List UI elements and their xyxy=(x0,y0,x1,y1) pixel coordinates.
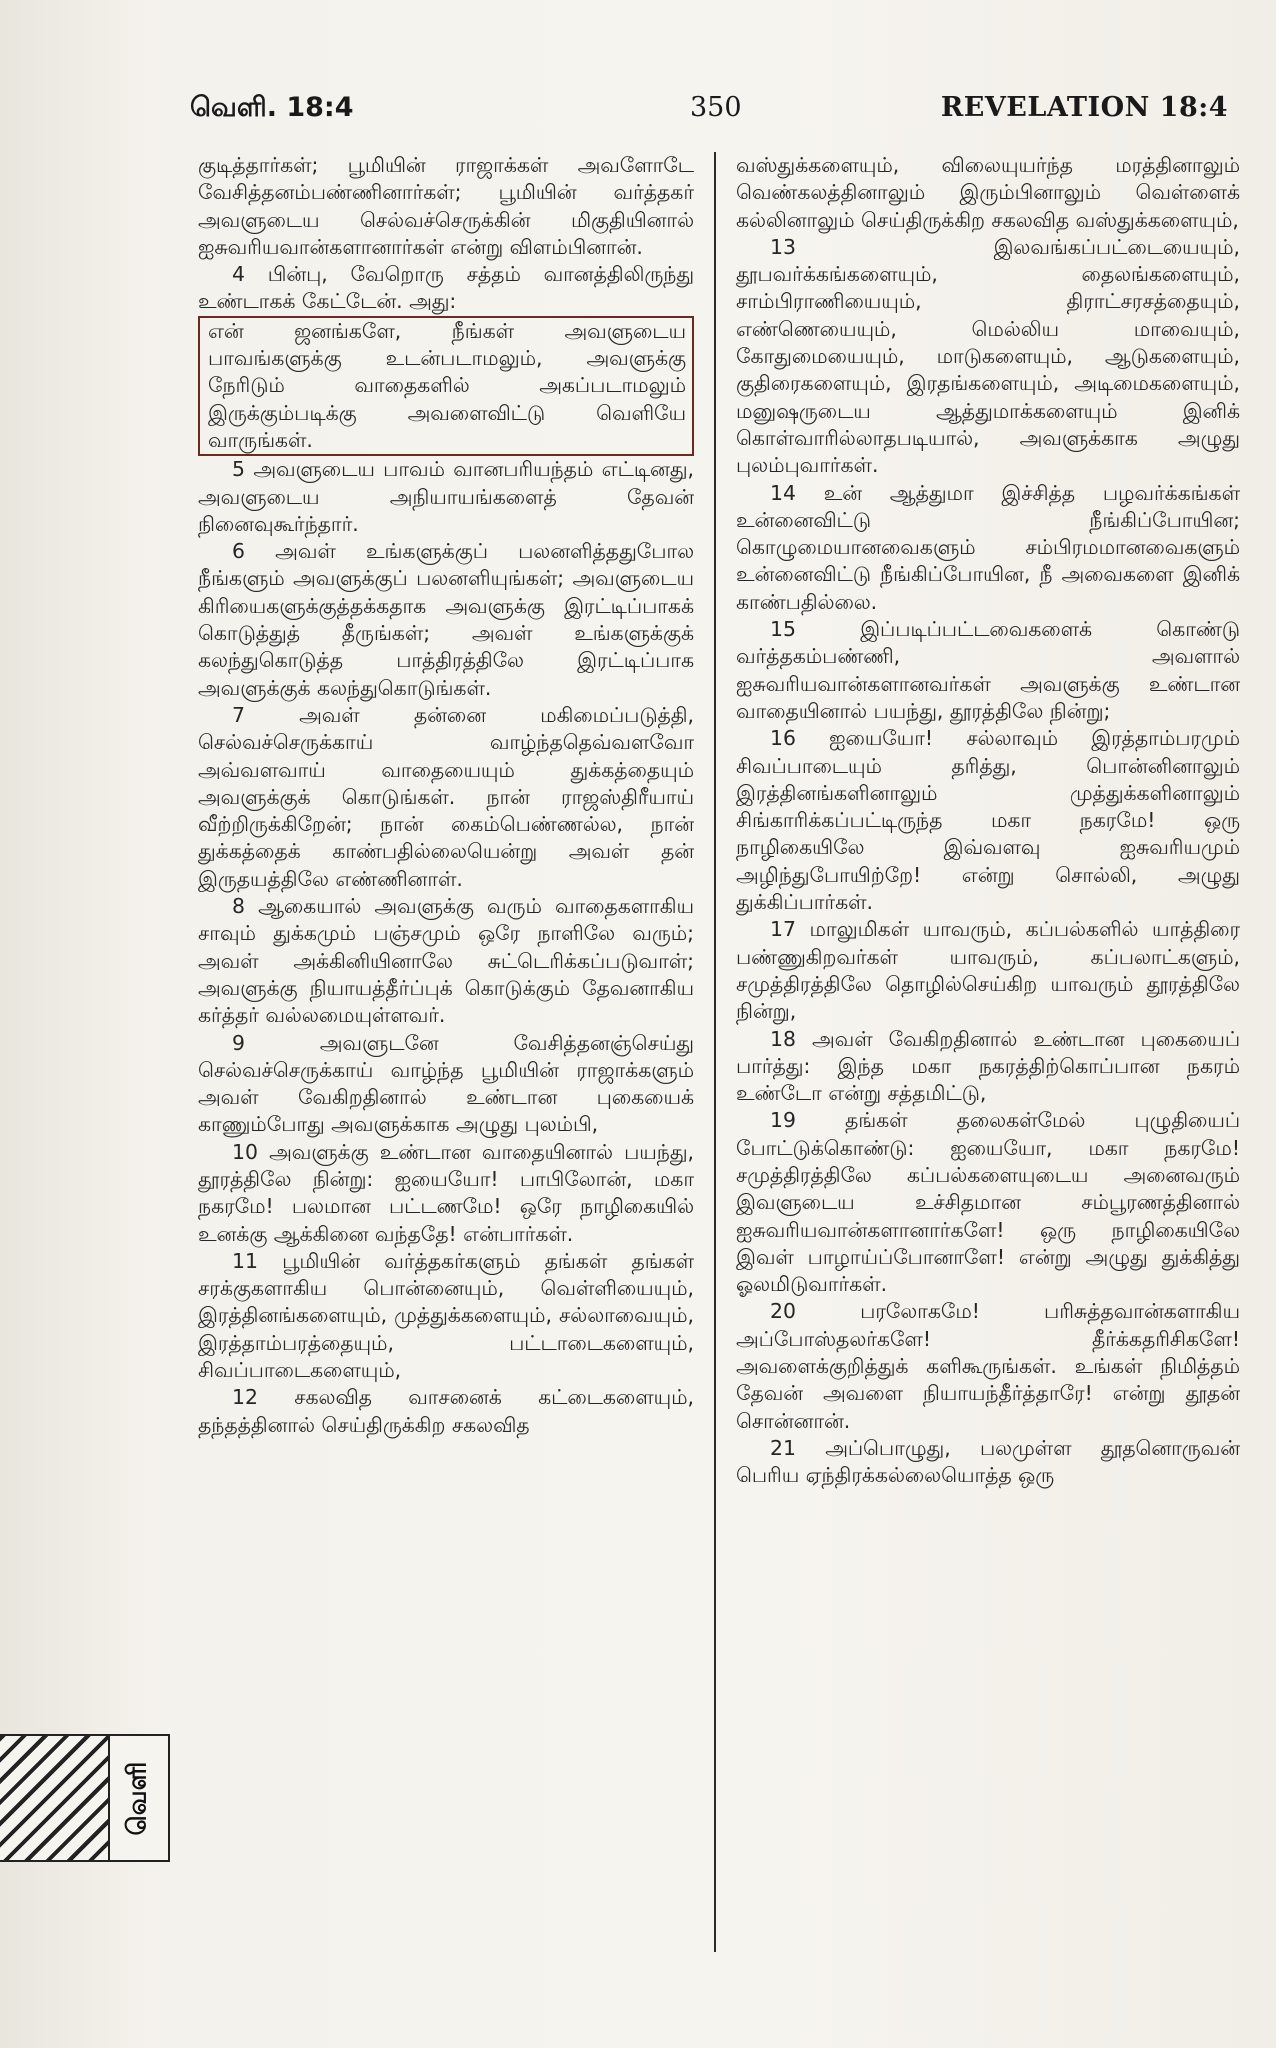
verse-18: 18 அவள் வேகிறதினால் உண்டான புகையைப் பார்த்து: இந்த மகா நகரத்திற்கொப்பான நகரம் உண்டோ என்று சத்தமிட்டு, xyxy=(736,1026,1240,1106)
verse-11: 11 பூமியின் வர்த்தகர்களும் தங்கள் தங்கள் சரக்குகளாகிய பொன்னையும், வெள்ளியையும், இரத்தினங்களையும், முத்துக்களையும், சல்லாவையும், இரத்தாம்பரத்தையும், பட்டாடைகளையும், சிவப்பாடைகளையும், xyxy=(198,1248,694,1383)
verse-14: 14 உன் ஆத்துமா இச்சித்த பழவர்க்கங்கள் உன்னைவிட்டு நீங்கிப்போயின; கொழுமையானவைகளும் சம்பிரமமானவைகளும் உன்னைவிட்டு நீங்கிப்போயின, நீ அவைகளை இனிக் காண்பதில்லை. xyxy=(736,480,1240,614)
thumb-tab-label: வெளி xyxy=(122,1761,153,1835)
verse-6: 6 அவள் உங்களுக்குப் பலனளித்ததுபோல நீங்களும் அவளுக்குப் பலனளியுங்கள்; அவளுடைய கிரியைகளுக்குத்தக்கதாக அவளுக்கு இரட்டிப்பாகக் கொடுத்துத் தீருங்கள்; அவள் உங்களுக்குக் கலந்துகொடுத்த பாத்திரத்திலே இரட்டிப்பாக அவளுக்குக் கலந்துகொடுங்கள். xyxy=(198,539,694,700)
verse-16: 16 ஐயையோ! சல்லாவும் இரத்தாம்பரமும் சிவப்பாடையும் தரித்து, பொன்னினாலும் இரத்தினங்களினாலும் முத்துக்களினாலும் சிங்காரிக்கப்பட்டிருந்த மகா நகரமே! ஒரு நாழிகையிலே இவ்வளவு ஐசுவரியமும் அழிந்துபோயிற்றே! என்று சொல்லி, அழுது துக்கிப்பார்கள். xyxy=(736,726,1240,915)
right-column xyxy=(736,152,1240,1490)
verse-17: 17 மாலுமிகள் யாவரும், கப்பல்களில் யாத்திரை பண்ணுகிறவர்கள் யாவரும், கப்பலாட்களும், சமுத்திரத்திலே தொழில்செய்கிற யாவரும் தூரத்திலே நின்று, xyxy=(736,917,1240,1024)
verse-15: 15 இப்படிப்பட்டவைகளைக் கொண்டு வர்த்தகம்பண்ணி, அவளால் ஐசுவரியவான்களானவர்கள் அவளுக்கு உண்டான வாதையினால் பயந்து, தூரத்திலே நின்று; xyxy=(736,617,1240,723)
verse-13: 13 இலவங்கப்பட்டையையும், தூபவர்க்கங்களையும், தைலங்களையும், சாம்பிராணியையும், திராட்சரசத்தையும், எண்ணெயையும், மெல்லிய மாவையும், கோதுமையையும், மாடுகளையும், ஆடுகளையும், குதிரைகளையும், இரதங்களையும், அடிமைகளையும், மனுஷருடைய ஆத்துமாக்களையும் இனிக் கொள்வாரில்லாதபடியால், அவளுக்காக அழுது புலம்புவார்கள். xyxy=(736,234,1240,478)
verse-5: 5 அவளுடைய பாவம் வானபரியந்தம் எட்டினது, அவளுடைய அநியாயங்களைத் தேவன் நினைவுகூர்ந்தார். xyxy=(198,457,694,536)
column-divider xyxy=(714,152,716,1952)
left-column xyxy=(198,152,694,1439)
verse-12: 12 சகலவித வாசனைக் கட்டைகளையும், தந்தத்தினால் செய்திருக்கிற சகலவித xyxy=(198,1385,694,1437)
page-number: 350 xyxy=(690,92,742,123)
header-book-reference-tamil: வெளி. 18:4 xyxy=(190,92,354,123)
verse-continuation: வஸ்துக்களையும், விலையுயர்ந்த மரத்தினாலும் வெண்கலத்தினாலும் இரும்பினாலும் வெள்ளைக் கல்லினாலும் செய்திருக்கிற சகலவித வஸ்துக்களையும், xyxy=(736,153,1240,232)
verse-10: 10 அவளுக்கு உண்டான வாதையினால் பயந்து, தூரத்திலே நின்று: ஐயையோ! பாபிலோன், மகா நகரமே! பலமான பட்டணமே! ஒரே நாழிகையில் உனக்கு ஆக்கினை வந்ததே! என்பார்கள். xyxy=(198,1139,694,1246)
verse-4: 4 பின்பு, வேறொரு சத்தம் வானத்திலிருந்து உண்டாகக் கேட்டேன். அது: xyxy=(198,262,694,314)
verse-20: 20 பரலோகமே! பரிசுத்தவான்களாகிய அப்போஸ்தலர்களே! தீர்க்கதரிசிகளே! அவளைக்குறித்துக் களிகூருங்கள். உங்கள் நிமித்தம் தேவன் அவளை நியாயந்தீர்த்தாரே! என்று தூதன் சொன்னான். xyxy=(736,1299,1240,1433)
thumb-tab-label-box xyxy=(108,1736,168,1860)
header-book-reference-english: REVELATION 18:4 xyxy=(940,92,1228,123)
verse-8: 8 ஆகையால் அவளுக்கு வரும் வாதைகளாகிய சாவும் துக்கமும் பஞ்சமும் ஒரே நாளிலே வரும்; அவள் அக்கினியினாலே சுட்டெரிக்கப்படுவாள்; அவளுக்கு நியாயத்தீர்ப்புக் கொடுக்கும் தேவனாகிய கர்த்தர் வல்லமையுள்ளவர். xyxy=(198,894,694,1028)
verse-7: 7 அவள் தன்னை மகிமைப்படுத்தி, செல்வச்செருக்காய் வாழ்ந்ததெவ்வளவோ அவ்வளவாய் வாதையையும் துக்கத்தையும் அவளுக்குக் கொடுங்கள். நான் ராஜஸ்திரீயாய் வீற்றிருக்கிறேன்; நான் கைம்பெண்ணல்ல, நான் துக்கத்தைக் காண்பதில்லையென்று அவள் தன் இருதயத்திலே எண்ணினாள். xyxy=(198,702,694,891)
verse-9: 9 அவளுடனே வேசித்தனஞ்செய்து செல்வச்செருக்காய் வாழ்ந்த பூமியின் ராஜாக்களும் அவள் வேகிறதினால் உண்டான புகையைக் காணும்போது அவளுக்காக அழுது புலம்பி, xyxy=(198,1030,694,1137)
highlighted-passage: என் ஜனங்களே, நீங்கள் அவளுடைய பாவங்களுக்கு உடன்படாமலும், அவளுக்கு நேரிடும் வாதைகளில் அகப்படாமலும் இருக்கும்படிக்கு அவளைவிட்டு வெளியே வாருங்கள். xyxy=(198,316,694,456)
verse-21: 21 அப்பொழுது, பலமுள்ள தூதனொருவன் பெரிய ஏந்திரக்கல்லையொத்த ஒரு xyxy=(736,1435,1240,1488)
book-thumb-tab xyxy=(0,1734,170,1862)
verse-19: 19 தங்கள் தலைகள்மேல் புழுதியைப் போட்டுக்கொண்டு: ஐயையோ, மகா நகரமே! சமுத்திரத்திலே கப்பல்களையுடைய அனைவரும் இவளுடைய உச்சிதமான சம்பூரணத்தினால் ஐசுவரியவான்களானார்களே! ஒரு நாழிகையிலே இவள் பாழாய்ப்போனாளே! என்று அழுது துக்கித்து ஓலமிடுவார்கள். xyxy=(736,1108,1240,1297)
page-header xyxy=(0,92,1276,132)
verse-continuation: குடித்தார்கள்; பூமியின் ராஜாக்கள் அவளோடே வேசித்தனம்பண்ணினார்கள்; பூமியின் வர்த்தகர் அவளுடைய செல்வச்செருக்கின் மிகுதியினால் ஐசுவரியவான்களானார்கள் என்று விளம்பினான். xyxy=(198,153,694,259)
